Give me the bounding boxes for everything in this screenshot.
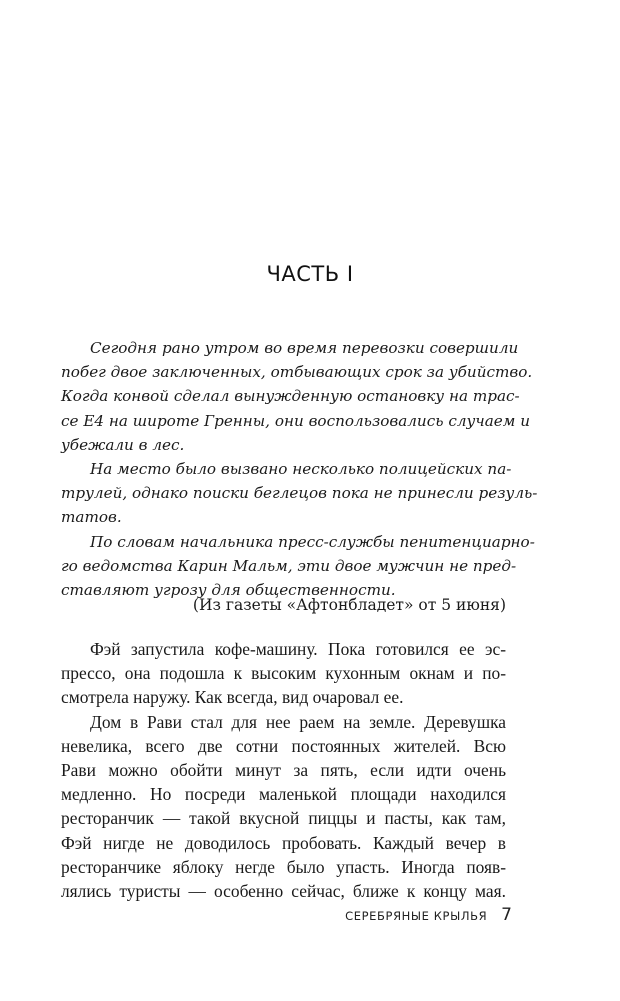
epigraph-line: побег двое заключенных, отбывающих срок за убийство. <box>61 363 533 382</box>
epigraph-line: се Е4 на широте Гренны, они воспользовались случаем и <box>61 411 530 430</box>
body-text <box>61 637 506 903</box>
epigraph-line: Когда конвой сделал вынужденную остановку на трас- <box>61 387 520 406</box>
epigraph <box>61 336 538 602</box>
body-line: Фэй запустила кофе-машину. Пока готовился ее эс- <box>90 639 506 659</box>
epigraph-line: По словам начальника пресс-службы пенитенциарно- <box>90 532 535 551</box>
body-line: медленно. Но посреди маленькой площади находился <box>61 784 506 805</box>
body-line: ресторанчик — такой вкусной пиццы и пасты, как там, <box>61 808 506 829</box>
body-line: Фэй нигде не доводилось пробовать. Каждый вечер в <box>61 832 506 853</box>
epigraph-line: Сегодня рано утром во время перевозки совершили <box>90 339 519 357</box>
epigraph-line: На место было вызвано несколько полицейских па- <box>90 460 512 479</box>
epigraph-source: (Из газеты «Афтонбладет» от 5 июня) <box>192 596 506 614</box>
epigraph-line: татов. <box>61 508 122 527</box>
epigraph-line: го ведомства Карин Мальм, эти двое мужчин не пред- <box>61 556 517 575</box>
epigraph-line: трулей, однако поиски беглецов пока не принесли резуль- <box>61 484 538 503</box>
page-footer <box>345 905 512 925</box>
body-line: лялись туристы — особенно сейчас, ближе к концу мая. <box>61 881 506 902</box>
body-line: Дом в Рави стал для нее раем на земле. Деревушка <box>90 711 506 732</box>
epigraph-line: убежали в лес. <box>61 435 185 454</box>
body-line: смотрела наружу. Как всегда, вид очаровал ее. <box>61 687 404 708</box>
body-line: невелика, всего две сотни постоянных жителей. Всю <box>61 735 506 756</box>
running-title: СЕРЕБРЯНЫЕ КРЫЛЬЯ <box>345 909 488 923</box>
epigraph-line: ставляют угрозу для общественности. <box>61 581 396 600</box>
part-title: ЧАСТЬ I <box>266 262 354 286</box>
body-line: Рави можно обойти минут за пять, если идти очень <box>61 760 506 781</box>
body-line: ресторанчике яблоку негде было упасть. Иногда появ- <box>61 856 506 877</box>
page-number: 7 <box>501 905 512 925</box>
body-line: прессо, она подошла к высоким кухонным окнам и по- <box>61 663 506 684</box>
